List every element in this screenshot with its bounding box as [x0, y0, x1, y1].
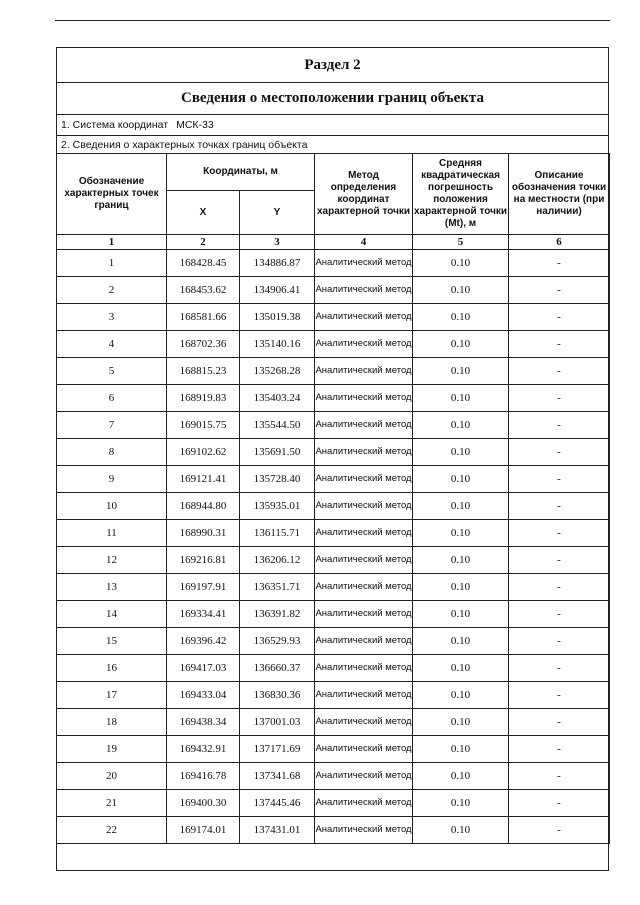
section-subtitle: Сведения о местоположении границ объекта: [57, 83, 608, 115]
point-description: -: [509, 304, 610, 331]
point-description: -: [509, 412, 610, 439]
coord-x: 169416.78: [167, 763, 240, 790]
col-description-header: Описание обозначения точки на местности (при наличии): [509, 154, 610, 235]
coord-y: 136830.36: [240, 682, 315, 709]
coord-x: 169400.30: [167, 790, 240, 817]
method: Аналитический метод: [315, 439, 413, 466]
column-number-row: [57, 235, 610, 250]
point-description: -: [509, 628, 610, 655]
mean-error: 0.10: [413, 736, 509, 763]
point-number: 2: [57, 277, 167, 304]
method: Аналитический метод: [315, 628, 413, 655]
table-row: [57, 304, 610, 331]
coord-x: 169121.41: [167, 466, 240, 493]
table-row: [57, 331, 610, 358]
coord-system-value: МСК-33: [176, 119, 214, 131]
coord-x: 169417.03: [167, 655, 240, 682]
point-number: 4: [57, 331, 167, 358]
mean-error: 0.10: [413, 682, 509, 709]
mean-error: 0.10: [413, 763, 509, 790]
method: Аналитический метод: [315, 466, 413, 493]
document-frame: [56, 47, 609, 871]
mean-error: 0.10: [413, 358, 509, 385]
table-row: [57, 412, 610, 439]
coord-y: 135140.16: [240, 331, 315, 358]
table-row: [57, 736, 610, 763]
coord-system-line: [57, 115, 608, 136]
method: Аналитический метод: [315, 790, 413, 817]
method: Аналитический метод: [315, 358, 413, 385]
coord-x: 168702.36: [167, 331, 240, 358]
mean-error: 0.10: [413, 412, 509, 439]
table-row: [57, 601, 610, 628]
point-number: 19: [57, 736, 167, 763]
point-number: 9: [57, 466, 167, 493]
method: Аналитический метод: [315, 412, 413, 439]
coord-y: 136115.71: [240, 520, 315, 547]
point-number: 8: [57, 439, 167, 466]
column-number: 2: [167, 235, 240, 250]
method: Аналитический метод: [315, 331, 413, 358]
coord-y: 135019.38: [240, 304, 315, 331]
point-number: 17: [57, 682, 167, 709]
mean-error: 0.10: [413, 331, 509, 358]
method: Аналитический метод: [315, 817, 413, 844]
point-description: -: [509, 655, 610, 682]
point-description: -: [509, 466, 610, 493]
point-number: 16: [57, 655, 167, 682]
mean-error: 0.10: [413, 439, 509, 466]
mean-error: 0.10: [413, 385, 509, 412]
method: Аналитический метод: [315, 763, 413, 790]
column-number: 6: [509, 235, 610, 250]
col-designation-header: Обозначение характерных точек границ: [57, 154, 167, 235]
point-description: -: [509, 250, 610, 277]
coord-y: 137001.03: [240, 709, 315, 736]
table-row: [57, 682, 610, 709]
table-row: [57, 574, 610, 601]
table-row: [57, 493, 610, 520]
coord-x: 169197.91: [167, 574, 240, 601]
table-row: [57, 709, 610, 736]
coord-y: 136529.93: [240, 628, 315, 655]
point-description: -: [509, 385, 610, 412]
point-number: 18: [57, 709, 167, 736]
point-number: 14: [57, 601, 167, 628]
mean-error: 0.10: [413, 493, 509, 520]
method: Аналитический метод: [315, 277, 413, 304]
coord-x: 168453.62: [167, 277, 240, 304]
point-number: 20: [57, 763, 167, 790]
point-description: -: [509, 520, 610, 547]
method: Аналитический метод: [315, 574, 413, 601]
method: Аналитический метод: [315, 385, 413, 412]
point-number: 21: [57, 790, 167, 817]
table-row: [57, 358, 610, 385]
coord-x: 169432.91: [167, 736, 240, 763]
column-number: 4: [315, 235, 413, 250]
method: Аналитический метод: [315, 601, 413, 628]
point-description: -: [509, 790, 610, 817]
point-description: -: [509, 817, 610, 844]
table-row: [57, 385, 610, 412]
mean-error: 0.10: [413, 304, 509, 331]
table-row: [57, 466, 610, 493]
coord-x: 168944.80: [167, 493, 240, 520]
coord-y: 134906.41: [240, 277, 315, 304]
coord-x: 168990.31: [167, 520, 240, 547]
point-description: -: [509, 277, 610, 304]
point-description: -: [509, 439, 610, 466]
coord-y: 137445.46: [240, 790, 315, 817]
column-number: 1: [57, 235, 167, 250]
point-number: 22: [57, 817, 167, 844]
coord-x: 169433.04: [167, 682, 240, 709]
table-row: [57, 520, 610, 547]
mean-error: 0.10: [413, 817, 509, 844]
table-row: [57, 817, 610, 844]
coord-x: 169216.81: [167, 547, 240, 574]
point-description: -: [509, 709, 610, 736]
coord-x: 168919.83: [167, 385, 240, 412]
points-heading: 2. Сведения о характерных точках границ объекта: [57, 136, 608, 154]
coord-x: 169102.62: [167, 439, 240, 466]
col-y-header: Y: [240, 191, 315, 235]
coord-x: 168581.66: [167, 304, 240, 331]
mean-error: 0.10: [413, 709, 509, 736]
point-description: -: [509, 574, 610, 601]
coord-y: 136391.82: [240, 601, 315, 628]
point-description: -: [509, 331, 610, 358]
method: Аналитический метод: [315, 547, 413, 574]
coord-x: 168428.45: [167, 250, 240, 277]
point-description: -: [509, 493, 610, 520]
coord-y: 135403.24: [240, 385, 315, 412]
mean-error: 0.10: [413, 520, 509, 547]
method: Аналитический метод: [315, 709, 413, 736]
point-description: -: [509, 763, 610, 790]
mean-error: 0.10: [413, 277, 509, 304]
coord-y: 135544.50: [240, 412, 315, 439]
point-number: 13: [57, 574, 167, 601]
coord-y: 137341.68: [240, 763, 315, 790]
column-number: 5: [413, 235, 509, 250]
coord-y: 134886.87: [240, 250, 315, 277]
column-number: 3: [240, 235, 315, 250]
coord-y: 136660.37: [240, 655, 315, 682]
coord-system-label: 1. Система координат: [61, 119, 169, 131]
table-row: [57, 763, 610, 790]
coord-y: 136351.71: [240, 574, 315, 601]
point-number: 12: [57, 547, 167, 574]
coord-y: 137171.69: [240, 736, 315, 763]
mean-error: 0.10: [413, 574, 509, 601]
table-row: [57, 277, 610, 304]
coord-y: 135935.01: [240, 493, 315, 520]
point-number: 11: [57, 520, 167, 547]
coord-x: 168815.23: [167, 358, 240, 385]
mean-error: 0.10: [413, 655, 509, 682]
coord-y: 135691.50: [240, 439, 315, 466]
table-row: [57, 790, 610, 817]
coord-y: 137431.01: [240, 817, 315, 844]
col-coordinates-header: Координаты, м: [167, 154, 315, 191]
table-row: [57, 547, 610, 574]
top-rule: [55, 20, 610, 21]
coord-x: 169174.01: [167, 817, 240, 844]
table-row: [57, 439, 610, 466]
method: Аналитический метод: [315, 250, 413, 277]
mean-error: 0.10: [413, 466, 509, 493]
points-table: [56, 153, 610, 844]
point-number: 5: [57, 358, 167, 385]
table-row: [57, 628, 610, 655]
col-x-header: X: [167, 191, 240, 235]
mean-error: 0.10: [413, 628, 509, 655]
point-number: 7: [57, 412, 167, 439]
point-description: -: [509, 547, 610, 574]
method: Аналитический метод: [315, 520, 413, 547]
coord-x: 169334.41: [167, 601, 240, 628]
coord-y: 135728.40: [240, 466, 315, 493]
col-error-header: Средняя квадратическая погрешность положения характерной точки (Mt), м: [413, 154, 509, 235]
coord-y: 136206.12: [240, 547, 315, 574]
mean-error: 0.10: [413, 790, 509, 817]
point-number: 6: [57, 385, 167, 412]
point-number: 15: [57, 628, 167, 655]
point-description: -: [509, 736, 610, 763]
method: Аналитический метод: [315, 493, 413, 520]
coord-x: 169438.34: [167, 709, 240, 736]
method: Аналитический метод: [315, 682, 413, 709]
method: Аналитический метод: [315, 736, 413, 763]
mean-error: 0.10: [413, 250, 509, 277]
col-method-header: Метод определения координат характерной точки: [315, 154, 413, 235]
point-description: -: [509, 601, 610, 628]
point-number: 3: [57, 304, 167, 331]
coord-x: 169396.42: [167, 628, 240, 655]
table-row: [57, 655, 610, 682]
coord-x: 169015.75: [167, 412, 240, 439]
coord-y: 135268.28: [240, 358, 315, 385]
table-row: [57, 250, 610, 277]
point-number: 10: [57, 493, 167, 520]
point-description: -: [509, 682, 610, 709]
method: Аналитический метод: [315, 655, 413, 682]
section-title: Раздел 2: [57, 48, 608, 83]
mean-error: 0.10: [413, 547, 509, 574]
point-number: 1: [57, 250, 167, 277]
method: Аналитический метод: [315, 304, 413, 331]
point-description: -: [509, 358, 610, 385]
mean-error: 0.10: [413, 601, 509, 628]
